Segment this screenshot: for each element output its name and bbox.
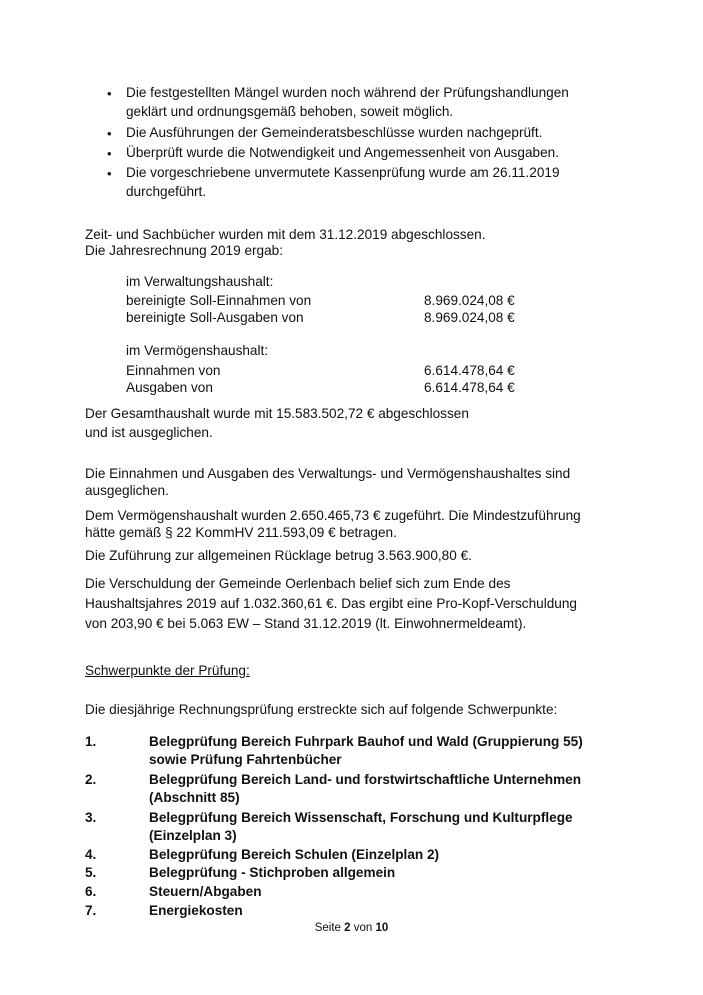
list-item-text: (Abschnitt 85)	[149, 790, 240, 805]
verwaltung-label: bereinigte Soll-Ausgaben von	[126, 310, 304, 325]
intro-line: Zeit- und Sachbücher wurden mit dem 31.12.2019 abgeschlossen.	[85, 227, 486, 242]
page-footer	[0, 922, 703, 934]
paragraph-line: ausgeglichen.	[85, 483, 169, 498]
list-item-text: Steuern/Abgaben	[149, 884, 262, 899]
list-item-text: Belegprüfung Bereich Schulen (Einzelplan 2)	[149, 847, 440, 862]
bullet-item-text: Die vorgeschriebene unvermutete Kassenprüfung wurde am 26.11.2019	[126, 165, 560, 180]
list-item-text: Belegprüfung Bereich Wissenschaft, Forschung und Kulturpflege	[149, 810, 573, 825]
bullet-item-text: Die Ausführungen der Gemeinderatsbeschlüsse wurden nachgeprüft.	[126, 125, 543, 140]
section-intro: Die diesjährige Rechnungsprüfung erstreckte sich auf folgende Schwerpunkte:	[85, 702, 558, 717]
intro-line: Die Jahresrechnung 2019 ergab:	[85, 243, 283, 258]
footer-mid: von	[350, 922, 376, 934]
list-number: 2.	[85, 772, 97, 787]
vermoegen-label: Einnahmen von	[126, 363, 221, 378]
bullet-marker: •	[107, 86, 112, 101]
paragraph-line: hätte gemäß § 22 KommHV 211.593,09 € betragen.	[85, 525, 397, 540]
list-number: 3.	[85, 810, 97, 825]
bullet-marker: •	[107, 126, 112, 141]
vermoegen-value: 6.614.478,64 €	[424, 380, 515, 395]
gesamt-line: Der Gesamthaushalt wurde mit 15.583.502,72 € abgeschlossen	[85, 406, 469, 421]
vermoegen-value: 6.614.478,64 €	[424, 363, 515, 378]
list-item-text: (Einzelplan 3)	[149, 828, 237, 843]
verwaltung-label: bereinigte Soll-Einnahmen von	[126, 293, 312, 308]
section-heading: Schwerpunkte der Prüfung:	[85, 663, 250, 678]
list-item-text: Belegprüfung - Stichproben allgemein	[149, 865, 396, 880]
verwaltung-value: 8.969.024,08 €	[424, 293, 515, 308]
list-number: 6.	[85, 884, 97, 899]
list-item-text: sowie Prüfung Fahrtenbücher	[149, 752, 342, 767]
footer-prefix: Seite	[314, 922, 345, 934]
bullet-item-text: Überprüft wurde die Notwendigkeit und Angemessenheit von Ausgaben.	[126, 145, 560, 160]
list-item-text: Energiekosten	[149, 903, 243, 918]
list-number: 1.	[85, 734, 97, 749]
paragraph-line: Die Verschuldung der Gemeinde Oerlenbach belief sich zum Ende des	[85, 576, 511, 591]
bullet-item-text: geklärt und ordnungsgemäß behoben, soweit möglich.	[126, 104, 454, 119]
footer-total-pages: 10	[375, 922, 389, 934]
paragraph-line: Die Einnahmen und Ausgaben des Verwaltungs- und Vermögenshaushaltes sind	[85, 466, 571, 481]
gesamt-line: und ist ausgeglichen.	[85, 425, 213, 440]
paragraph-line: Haushaltsjahres 2019 auf 1.032.360,61 €. Das ergibt eine Pro-Kopf-Verschuldung	[85, 596, 577, 611]
verwaltung-heading: im Verwaltungshaushalt:	[126, 274, 274, 289]
list-item-text: Belegprüfung Bereich Land- und forstwirtschaftliche Unternehmen	[149, 772, 582, 787]
bullet-marker: •	[107, 166, 112, 181]
list-item-text: Belegprüfung Bereich Fuhrpark Bauhof und Wald (Gruppierung 55)	[149, 734, 583, 749]
paragraph-line: Die Zuführung zur allgemeinen Rücklage betrug 3.563.900,80 €.	[85, 548, 472, 563]
footer-page-number: 2	[344, 922, 351, 934]
bullet-item-text: durchgeführt.	[126, 184, 207, 199]
vermoegen-label: Ausgaben von	[126, 380, 213, 395]
paragraph-line: Dem Vermögenshaushalt wurden 2.650.465,73 € zugeführt. Die Mindestzuführung	[85, 508, 581, 523]
paragraph-line: von 203,90 € bei 5.063 EW – Stand 31.12.2019 (lt. Einwohnermeldeamt).	[85, 616, 527, 631]
verwaltung-value: 8.969.024,08 €	[424, 310, 515, 325]
bullet-item-text: Die festgestellten Mängel wurden noch während der Prüfungshandlungen	[126, 85, 569, 100]
bullet-marker: •	[107, 146, 112, 161]
list-number: 4.	[85, 847, 97, 862]
list-number: 5.	[85, 865, 97, 880]
list-number: 7.	[85, 903, 97, 918]
vermoegen-heading: im Vermögenshaushalt:	[126, 343, 269, 358]
